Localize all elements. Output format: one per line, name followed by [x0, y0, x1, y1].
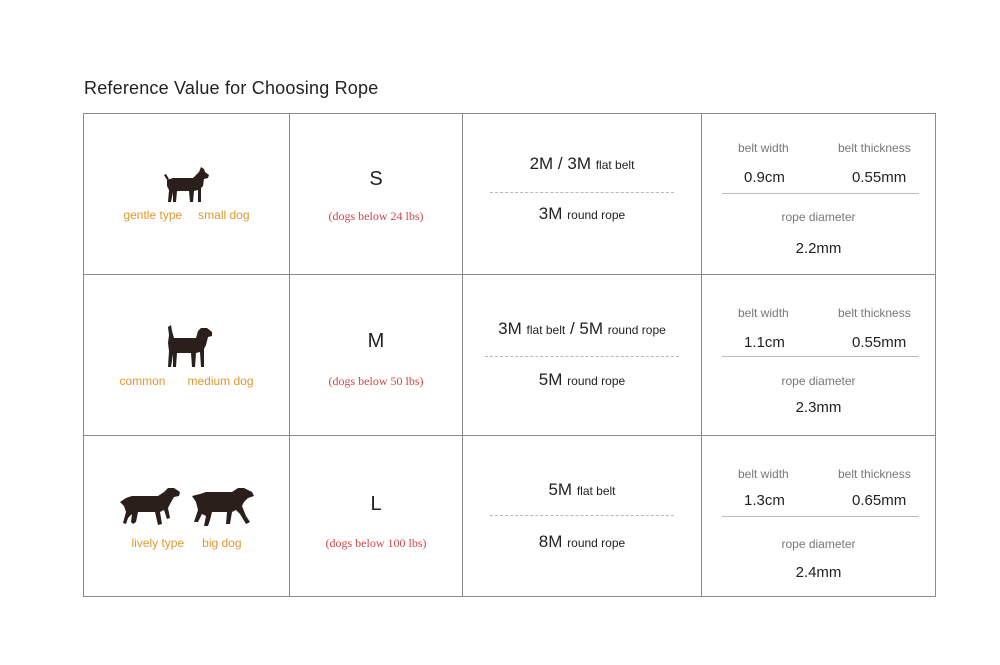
spec-divider	[722, 193, 919, 194]
belt-width-value: 1.3cm	[744, 492, 785, 509]
length-bottom: 3M round rope	[538, 204, 626, 223]
length-divider	[490, 515, 674, 516]
rope-diameter-value: 2.3mm	[795, 399, 842, 416]
length-cell	[463, 436, 701, 597]
belt-width-label: belt width	[738, 141, 789, 155]
length-divider	[485, 356, 679, 357]
dog-type-cell	[84, 114, 289, 274]
size-letter: L	[370, 493, 382, 515]
spec-divider	[722, 516, 919, 517]
retriever-dog-icon	[118, 484, 182, 528]
rope-diameter-label: rope diameter	[781, 537, 856, 551]
dog-size-label: big dog	[202, 536, 242, 550]
rope-reference-table	[83, 113, 936, 597]
spec-cell	[702, 275, 935, 436]
length-cell	[463, 275, 701, 436]
belt-thickness-value: 0.55mm	[852, 334, 907, 351]
size-cell	[290, 275, 462, 436]
belt-width-value: 1.1cm	[744, 334, 785, 351]
table-row	[84, 435, 935, 597]
rope-diameter-value: 2.4mm	[795, 564, 842, 581]
belt-thickness-label: belt thickness	[838, 467, 911, 481]
length-top: 5M flat belt	[548, 480, 616, 499]
dog-type-cell	[84, 275, 289, 436]
belt-thickness-value: 0.65mm	[852, 492, 907, 509]
belt-width-label: belt width	[738, 306, 789, 320]
rope-diameter-label: rope diameter	[781, 374, 856, 388]
dog-type-label: common	[119, 374, 166, 388]
size-letter: S	[369, 168, 383, 190]
length-cell	[463, 114, 701, 274]
length-top: 2M / 3M flat belt	[529, 154, 635, 173]
size-note: (dogs below 24 lbs)	[328, 209, 424, 223]
size-note: (dogs below 50 lbs)	[328, 374, 424, 388]
rope-diameter-label: rope diameter	[781, 210, 856, 224]
table-row	[84, 274, 935, 436]
page-title: Reference Value for Choosing Rope	[84, 78, 379, 98]
size-note: (dogs below 100 lbs)	[325, 536, 427, 550]
rope-diameter-value: 2.2mm	[795, 240, 842, 257]
belt-thickness-label: belt thickness	[838, 306, 911, 320]
dog-type-cell	[84, 436, 289, 597]
beagle-dog-icon	[160, 323, 214, 371]
size-cell	[290, 114, 462, 274]
belt-width-label: belt width	[738, 467, 789, 481]
length-bottom: 8M round rope	[538, 532, 626, 551]
pointer-dog-icon	[190, 484, 256, 528]
belt-width-value: 0.9cm	[744, 169, 785, 186]
length-divider	[490, 192, 674, 193]
belt-thickness-value: 0.55mm	[852, 169, 907, 186]
dog-type-label: gentle type	[123, 208, 183, 222]
spec-divider	[722, 356, 919, 357]
table-row	[84, 114, 935, 274]
belt-thickness-label: belt thickness	[838, 141, 911, 155]
terrier-dog-icon	[163, 166, 211, 206]
dog-type-label: lively type	[131, 536, 185, 550]
size-cell	[290, 436, 462, 597]
length-top: 3M flat belt / 5M round rope	[498, 319, 666, 338]
length-bottom: 5M round rope	[538, 370, 626, 389]
size-letter: M	[367, 330, 385, 352]
spec-cell	[702, 114, 935, 274]
spec-cell	[702, 436, 935, 597]
dog-size-label: medium dog	[187, 374, 254, 388]
dog-size-label: small dog	[198, 208, 250, 222]
